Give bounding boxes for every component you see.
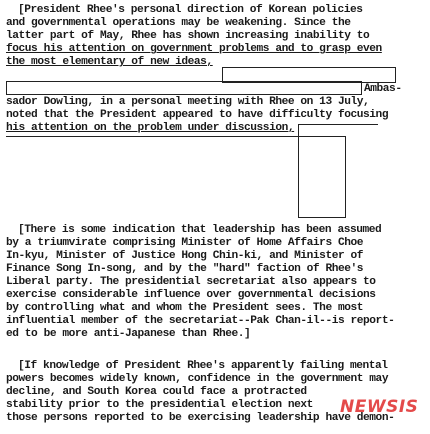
p2-line-7: by controlling what and whom the President sees. The most	[6, 302, 364, 314]
p1-line-2: and governmental operations may be weakening. Since the	[6, 17, 351, 29]
p2-line-4: Finance Song In-song, and by the "hard" faction of Rhee's	[6, 263, 364, 275]
p2-line-8: influential member of the secretariat--Pak Chan-il--is report-	[6, 315, 395, 327]
p1-line-dowling: sador Dowling, in a personal meeting with Rhee on 13 July,	[6, 96, 370, 108]
p1-line-4: focus his attention on government problems and to grasp even	[6, 43, 382, 55]
p3-line-2: powers becomes widely known, confidence in the government may	[6, 373, 389, 385]
p2-line-3: In-kyu, Minister of Justice Hong Chin-ki, and Minister of	[6, 250, 364, 262]
redaction-line-3	[6, 136, 298, 137]
p1-line-attention: his attention on the problem under discussion,	[6, 122, 295, 134]
redaction-vline-1	[298, 124, 299, 136]
p2-line-2: by a triumvirate comprising Minister of Home Affairs Choe	[6, 237, 364, 249]
redaction-line-2	[298, 124, 378, 125]
p1-line-noted: noted that the President appeared to have difficulty focusing	[6, 109, 389, 121]
redaction-box-2	[6, 81, 362, 95]
p1-line-1: [President Rhee's personal direction of Korean policies	[18, 4, 363, 16]
p2-line-9: ed to be more anti-Japanese than Rhee.]	[6, 328, 251, 340]
p2-line-1: [There is some indication that leadership has been assumed	[18, 224, 382, 236]
p1-line-3: latter part of May, Rhee has shown increasing inability to	[6, 30, 370, 42]
p3-line-5: those persons reported to be exercising leadership have demon-	[6, 412, 395, 424]
p1-line-5: the most elementary of new ideas,	[6, 56, 213, 68]
p2-line-6: exercise considerable influence over governmental decisions	[6, 289, 376, 301]
p2-line-5: Liberal party. The presidential secretariat also appears to	[6, 276, 376, 288]
p3-line-3: decline, and South Korea could face a protracted	[6, 386, 307, 398]
p3-line-1: [If knowledge of President Rhee's apparently failing mental	[18, 360, 388, 372]
newsis-watermark-logo: NEWSIS	[340, 397, 419, 417]
p1-ambas-fragment: Ambas-	[364, 83, 402, 95]
redaction-box-3	[298, 136, 346, 218]
p3-line-4: stability prior to the presidential election next	[6, 399, 313, 411]
